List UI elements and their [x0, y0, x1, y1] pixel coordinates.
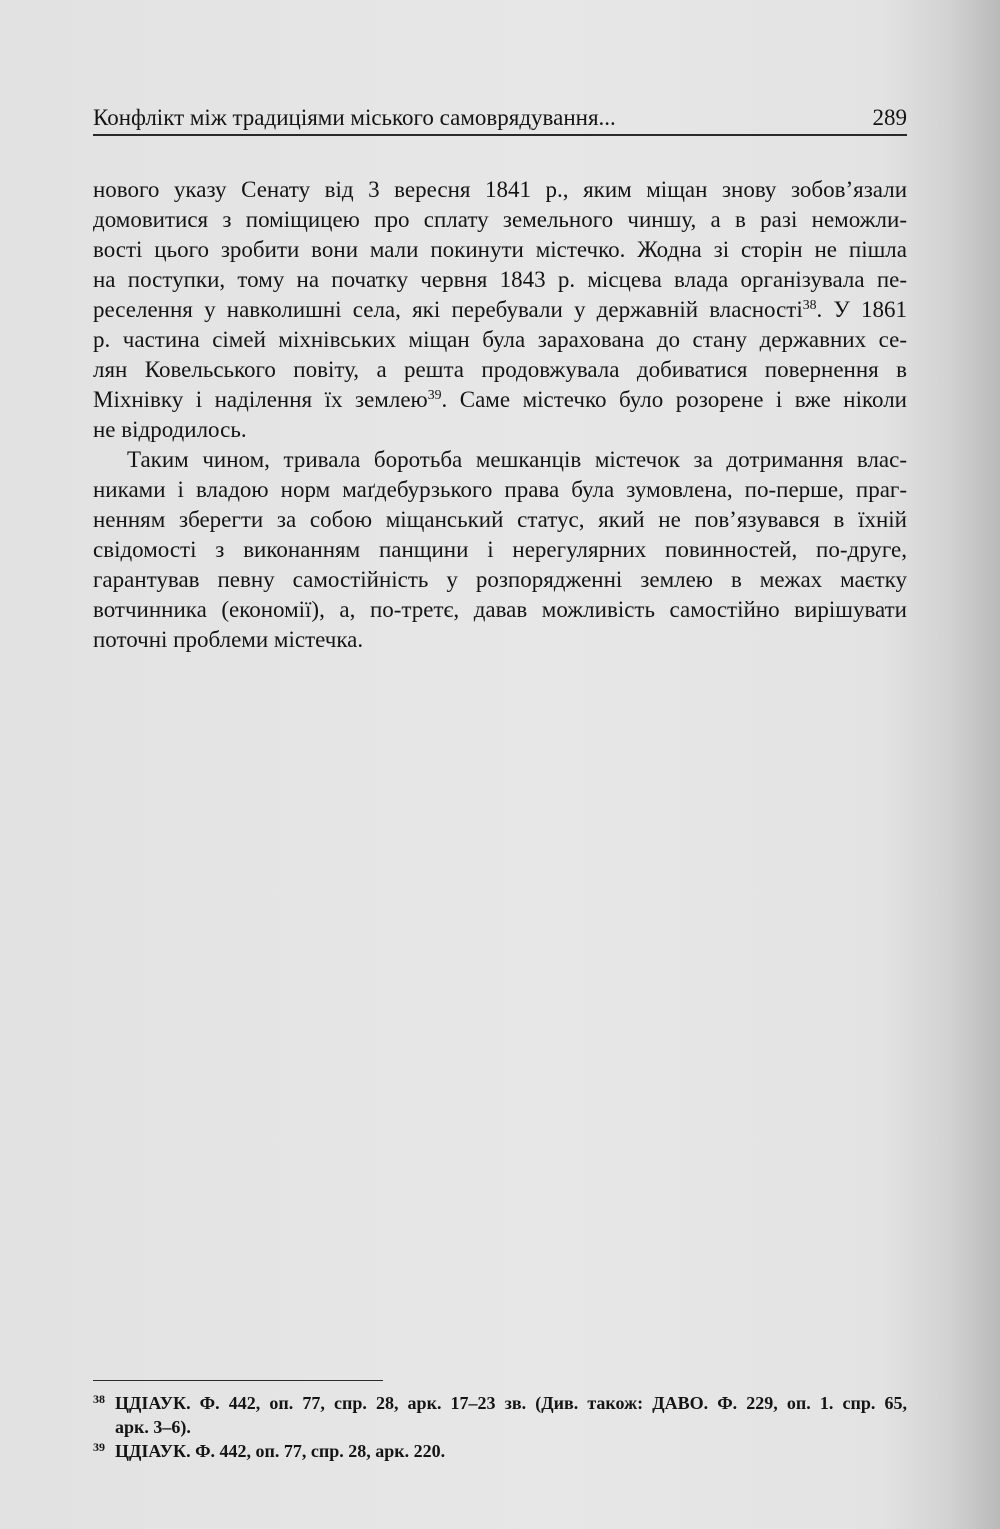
- footnotes: [93, 1391, 907, 1463]
- text-line: нового указу Сенату від 3 вересня 1841 р., яким міщан знову зобов’язали: [93, 177, 907, 202]
- running-title: Конфлікт між традиціями міського самоврядування...: [93, 105, 616, 130]
- footnote-separator: [93, 1380, 383, 1381]
- text-line: Таким чином, тривала боротьба мешканців містечок за дотримання влас-: [127, 447, 907, 472]
- text-line: гарантував певну самостійність у розпорядженні землею в межах маєтку: [93, 567, 907, 592]
- text-line: лян Ковельського повіту, а решта продовжувала добиватися повернення в: [93, 357, 907, 382]
- footnote-line: арк. 3–6).: [115, 1417, 191, 1437]
- main-text: [93, 175, 907, 655]
- text-line: ненням зберегти за собою міщанський статус, який не пов’язувався в їхній: [93, 507, 907, 532]
- text-line: свідомості з виконанням панщини і нерегулярних повинностей, по-друге,: [93, 537, 907, 562]
- text-line: р. частина сімей міхнівських міщан була зарахована до стану державних се-: [93, 327, 907, 352]
- text-segment: . Саме містечко було розорене і вже ніколи: [441, 387, 907, 412]
- text-line: вотчинника (економії), а, по-третє, давав можливість самостійно вирішувати: [93, 597, 907, 622]
- text-line: [93, 295, 907, 325]
- header-rule: [93, 134, 907, 136]
- footnote-ref-39: 39: [427, 387, 442, 403]
- footnote-text: [115, 1391, 907, 1439]
- text-line: не відродилось.: [93, 417, 247, 442]
- text-segment: Міхнівку і наділення їх землею: [93, 387, 428, 412]
- footnote-number: 39: [93, 1440, 105, 1454]
- footnote-number: 38: [93, 1392, 105, 1406]
- footnote-line: ЦДІАУК. Ф. 442, оп. 77, спр. 28, арк. 17–23 зв. (Див. також: ДАВО. Ф. 229, оп. 1. спр. 65,: [115, 1393, 907, 1413]
- text-line: [93, 385, 907, 415]
- running-header: [93, 103, 907, 133]
- page-number: 289: [872, 105, 907, 130]
- text-line: вості цього зробити вони мали покинути містечко. Жодна зі сторін не пішла: [93, 237, 907, 262]
- footnote-text: [115, 1439, 907, 1463]
- paragraph-2: [93, 445, 907, 655]
- text-segment: . У 1861: [816, 297, 907, 322]
- footnote-ref-38: 38: [802, 297, 817, 313]
- text-line: поточні проблеми містечка.: [93, 627, 364, 652]
- footnote-39: [93, 1439, 907, 1463]
- text-segment: реселення у навколишні села, які перебували у державній власності: [93, 297, 803, 322]
- paragraph-1: [93, 175, 907, 445]
- text-line: на поступки, тому на початку червня 1843 р. місцева влада організувала пе-: [93, 267, 907, 292]
- text-line: никами і владою норм маґдебурзького права була зумовлена, по-перше, праг-: [93, 477, 907, 502]
- footnote-38: [93, 1391, 907, 1439]
- text-line: домовитися з поміщицею про сплату земельного чиншу, а в разі неможли-: [93, 207, 907, 232]
- footnote-line: ЦДІАУК. Ф. 442, оп. 77, спр. 28, арк. 220.: [115, 1441, 446, 1461]
